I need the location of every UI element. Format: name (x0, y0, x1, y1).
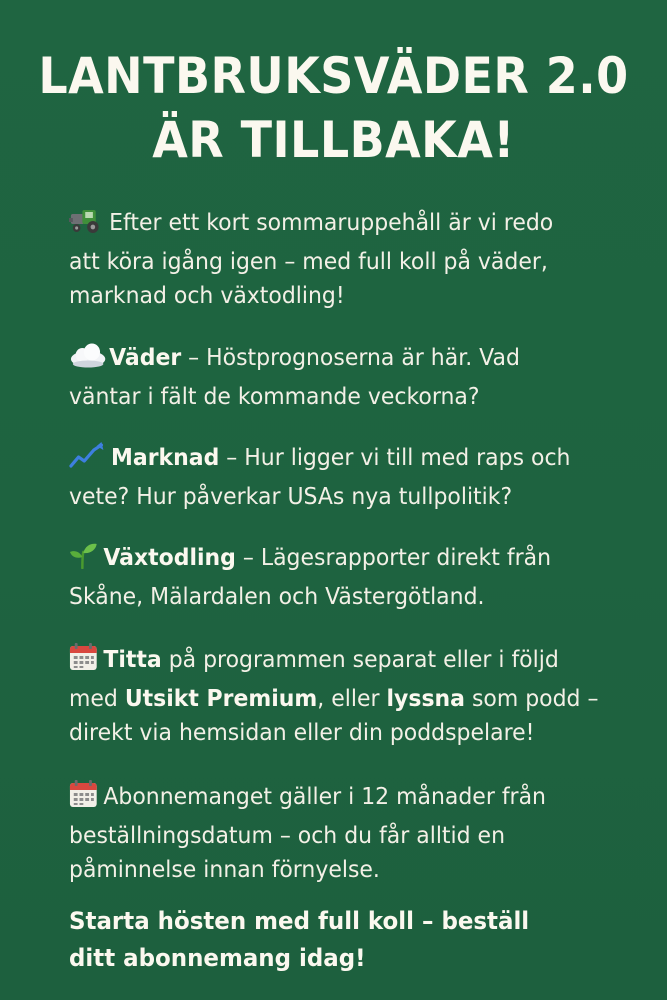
subscription-line-3: påminnelse innan förnyelse. (69, 857, 380, 883)
watch-line-1: på programmen separat eller i följd (161, 647, 559, 673)
intro-paragraph (69, 206, 613, 314)
watch-paragraph (69, 643, 613, 751)
watch-label: Titta (103, 647, 162, 673)
title-line-1: LANTBRUKSVÄDER 2.0 (38, 47, 629, 105)
subscription-line-2: beställningsdatum – och du får alltid en (69, 822, 506, 849)
page-title (27, 44, 641, 172)
chart-increasing-icon (69, 441, 105, 480)
crops-line-2: Skåne, Mälardalen och Västergötland. (69, 583, 485, 610)
subscription-line-1: Abonnemanget gäller i 12 månader från (103, 784, 546, 810)
crops-paragraph (69, 541, 613, 614)
weather-label: Väder (109, 345, 182, 371)
closing-call-to-action (69, 903, 613, 977)
crops-line-1: – Lägesrapporter direkt från (235, 545, 552, 571)
calendar-icon (69, 780, 98, 819)
seedling-icon (69, 541, 98, 580)
subscription-paragraph (69, 780, 613, 888)
watch-line-2-mid: , eller (317, 685, 387, 712)
market-label: Marknad (111, 445, 220, 471)
market-line-2: vete? Hur påverkar USAs nya tullpolitik? (69, 483, 513, 510)
watch-line-2-pre: med (69, 685, 125, 712)
cloud-icon (69, 343, 107, 380)
tractor-icon (69, 208, 103, 245)
weather-paragraph (69, 341, 613, 414)
intro-line-3: marknad och växtodling! (69, 283, 345, 309)
market-paragraph (69, 441, 613, 514)
listen-text: lyssna (386, 685, 465, 712)
closing-line-2: ditt abonnemang idag! (69, 944, 366, 972)
weather-line-1: – Höstprognoserna är här. Vad (181, 345, 520, 371)
weather-line-2: väntar i fält de kommande veckorna? (69, 383, 480, 410)
market-line-1: – Hur ligger vi till med raps och (219, 445, 571, 471)
title-line-2: ÄR TILLBAKA! (152, 111, 515, 169)
watch-line-3: direkt via hemsidan eller din poddspelare! (69, 720, 535, 746)
calendar-icon (69, 643, 98, 682)
utsikt-premium-text: Utsikt Premium (124, 685, 318, 712)
intro-line-2: att köra igång igen – med full koll på väder, (69, 248, 548, 275)
intro-line-1: Efter ett kort sommaruppehåll är vi redo (109, 210, 554, 236)
crops-label: Växtodling (103, 545, 236, 571)
watch-line-2-post: som podd – (464, 685, 599, 712)
closing-line-1: Starta hösten med full koll – beställ (69, 907, 530, 935)
